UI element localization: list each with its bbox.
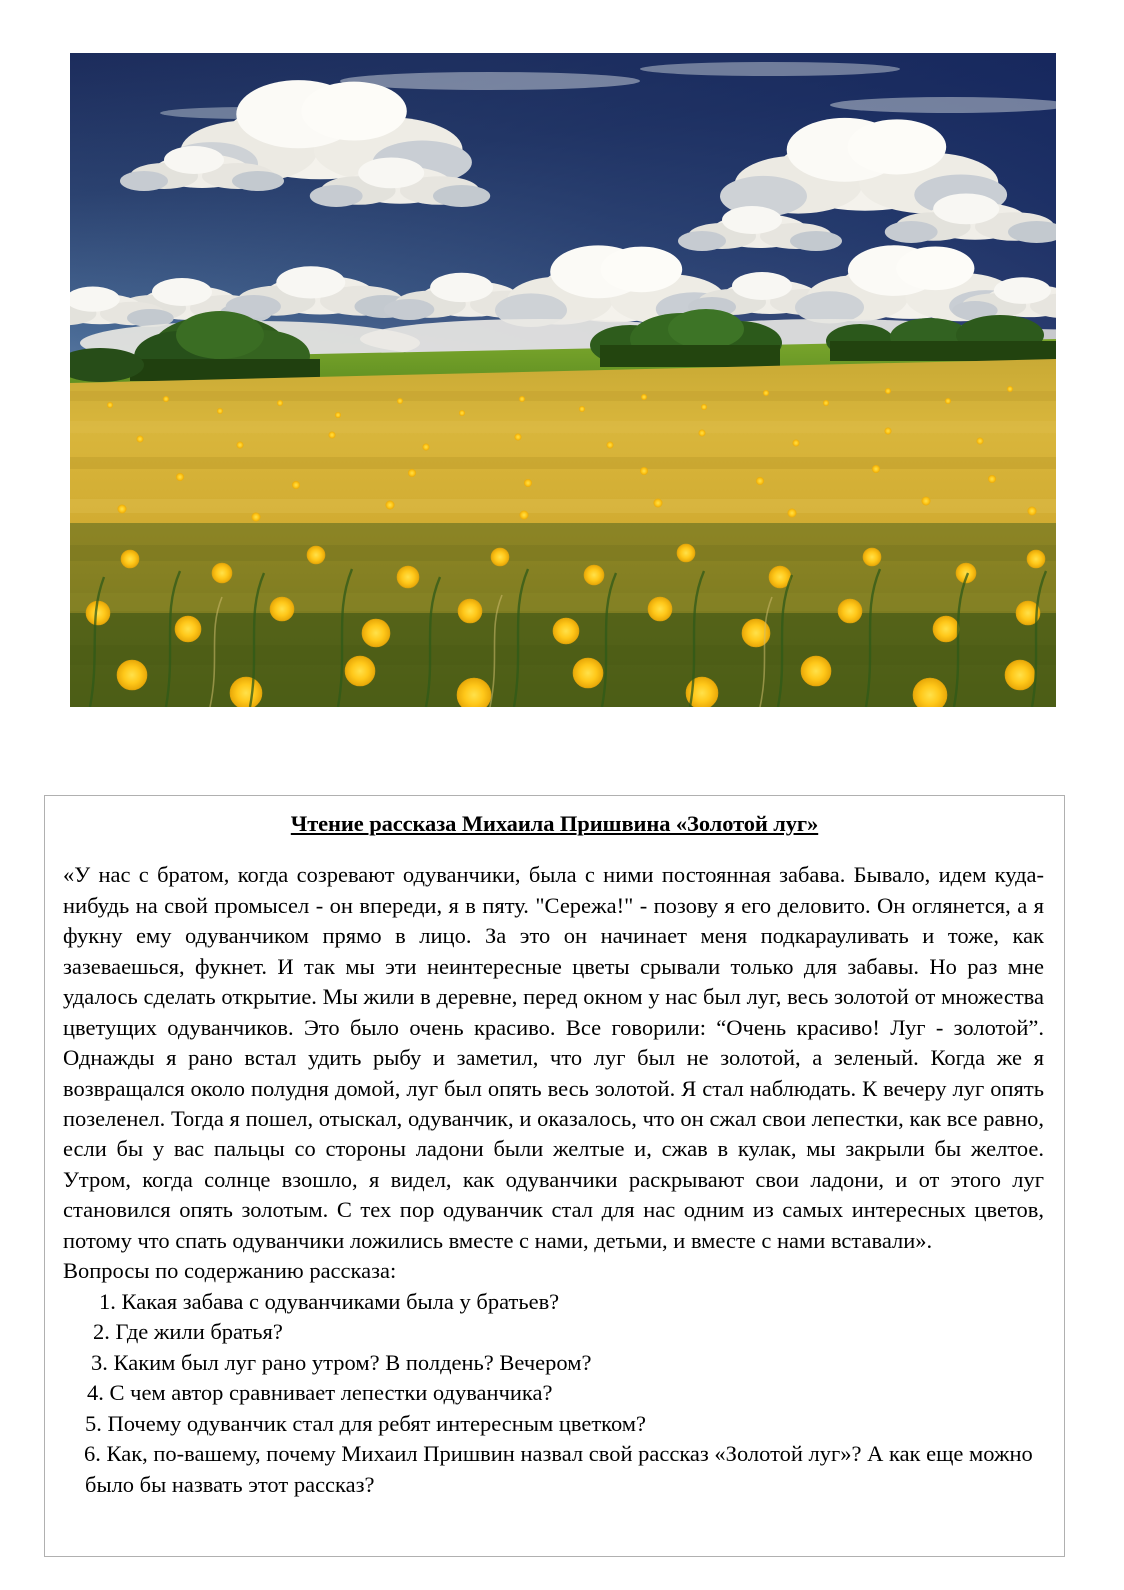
question-item-6: 6. Как, по-вашему, почему Михаил Пришвин назвал свой рассказ «Золотой луг»? А как еще можно было бы назвать этот рассказ?	[84, 1441, 1033, 1497]
meadow-illustration	[70, 53, 1056, 707]
question-item-5: 5. Почему одуванчик стал для ребят интересным цветком?	[85, 1410, 647, 1436]
questions-heading: Вопросы по содержанию рассказа:	[63, 1258, 397, 1284]
question-item-4: 4. С чем автор сравнивает лепестки одуванчика?	[87, 1380, 553, 1406]
page-title: Чтение рассказа Михаила Пришвина «Золотой луг»	[290, 811, 819, 836]
question-item-1: 1. Какая забава с одуванчиками была у братьев?	[99, 1288, 560, 1314]
question-item-2: 2. Где жили братья?	[93, 1319, 283, 1345]
story-textbox	[44, 795, 1065, 1557]
question-item-3: 3. Каким был луг рано утром? В полдень? Вечером?	[91, 1349, 592, 1375]
questions-list	[61, 1287, 1048, 1500]
story-body-paragraph: «У нас с братом, когда созревают одуванчики, была с ними постоянная забава. Бывало, идем куда-нибудь на свой промысел - он впереди, я в пяту. "Сережа!" - позову я его деловито. Он оглянется, а я фукну ему одуванчиком прямо в лицо. За это он начинает меня подкарауливать и тоже, как зазеваешься, фукнет. И так мы эти неинтересные цветы срывали только для забавы. Но раз мне удалось сделать открытие. Мы жили в деревне, перед окном у нас был луг, весь золотой от множества цветущих одуванчиков. Это было очень красиво. Все говорили: “Очень красиво! Луг - золотой”. Однажды я рано встал удить рыбу и заметил, что луг был не золотой, а зеленый. Когда же я возвращался около полудня домой, луг был опять весь золотой. Я стал наблюдать. К вечеру луг опять позеленел. Тогда я пошел, отыскал, одуванчик, и оказалось, что он сжал свои лепестки, как все равно, если бы у вас пальцы со стороны ладони были желтые и, сжав в кулак, мы закрыли бы желтое. Утром, когда солнце взошло, я видел, как одуванчики раскрывают свои ладони, и от этого луг становился опять золотым. С тех пор одуванчик стал для нас одним из самых интересных цветов, потому что спать одуванчики ложились вместе с нами, детьми, и вместе с нами вставали».	[63, 862, 1044, 1253]
dandelion-meadow-photo	[70, 53, 1056, 707]
